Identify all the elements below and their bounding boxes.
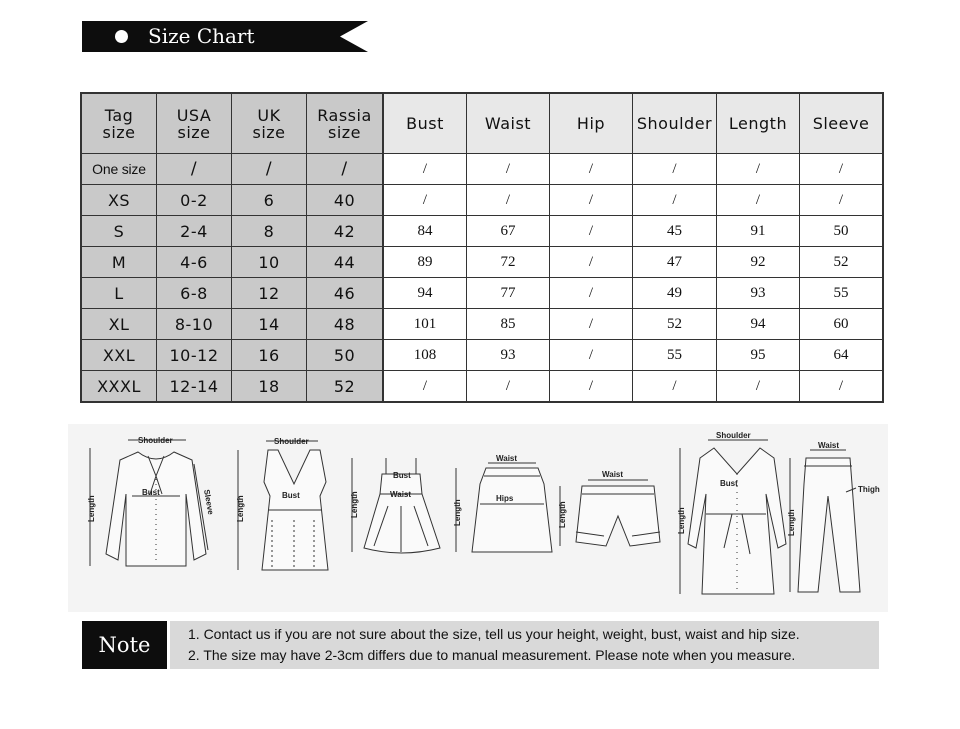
cell-sleeve: / [800, 185, 884, 216]
cell-rassia: 46 [307, 278, 384, 309]
cell-sleeve: 64 [800, 340, 884, 371]
label-length-7: Length [787, 509, 796, 536]
trousers-diagram [787, 441, 880, 592]
cell-usa: 8-10 [157, 309, 232, 340]
cell-uk: / [232, 154, 307, 185]
note-text-panel [170, 621, 879, 669]
header-tag-line2: size [102, 122, 136, 142]
note-line-1: 1. Contact us if you are not sure about the size, tell us your height, weight, bust, waist and hip size. [188, 626, 800, 642]
header-usa-line2: size [177, 122, 211, 142]
cell-hip: / [550, 340, 633, 371]
label-bust: Bust [142, 488, 160, 497]
label-bust-2: Bust [282, 491, 300, 500]
cell-uk: 14 [232, 309, 307, 340]
cell-usa: 10-12 [157, 340, 232, 371]
cell-tag: XXL [81, 340, 157, 371]
blouse-diagram [87, 436, 215, 566]
cell-shoulder: 49 [633, 278, 717, 309]
cell-waist: / [467, 154, 550, 185]
cell-sleeve: / [800, 154, 884, 185]
label-waist-5: Waist [602, 470, 624, 479]
cell-rassia: / [307, 154, 384, 185]
label-length-2: Length [236, 495, 245, 522]
label-length-6: Length [677, 507, 686, 534]
header-rassia-size [307, 93, 384, 154]
label-shoulder: Shoulder [138, 436, 173, 445]
garment-measurement-diagrams [68, 424, 888, 612]
table-row [81, 185, 883, 216]
label-waist-7: Waist [818, 441, 840, 450]
strap-dress-diagram [350, 458, 440, 553]
label-length-4: Length [453, 499, 462, 526]
table-row [81, 154, 883, 185]
size-table [80, 92, 884, 403]
size-chart-banner [82, 21, 368, 52]
cell-rassia: 40 [307, 185, 384, 216]
label-bust-3: Bust [393, 471, 411, 480]
label-length: Length [87, 495, 96, 522]
cell-tag: XL [81, 309, 157, 340]
header-tag-size [81, 93, 157, 154]
table-header-row [81, 93, 883, 154]
header-bust: Bust [383, 93, 467, 154]
cell-tag: S [81, 216, 157, 247]
label-waist-4: Waist [496, 454, 518, 463]
cell-tag: L [81, 278, 157, 309]
cell-hip: / [550, 278, 633, 309]
label-waist-3: Waist [390, 490, 412, 499]
label-length-3: Length [350, 491, 359, 518]
cell-waist: / [467, 371, 550, 403]
cell-shoulder: / [633, 154, 717, 185]
cell-hip: / [550, 216, 633, 247]
cell-bust: 89 [383, 247, 467, 278]
cell-bust: 101 [383, 309, 467, 340]
header-usa-size [157, 93, 232, 154]
cell-shoulder: 47 [633, 247, 717, 278]
label-bust-6: Bust [720, 479, 738, 488]
cell-hip: / [550, 185, 633, 216]
header-rassia-line1: Rassia [317, 105, 372, 125]
cell-bust: 84 [383, 216, 467, 247]
cell-tag: M [81, 247, 157, 278]
cell-rassia: 50 [307, 340, 384, 371]
cell-bust: / [383, 371, 467, 403]
header-waist: Waist [467, 93, 550, 154]
header-uk-line2: size [252, 122, 286, 142]
skirt-diagram [453, 454, 552, 552]
label-hips-4: Hips [496, 494, 514, 503]
cell-shoulder: 52 [633, 309, 717, 340]
cell-length: 91 [717, 216, 800, 247]
cell-waist: 93 [467, 340, 550, 371]
cell-hip: / [550, 309, 633, 340]
bullet-icon [115, 30, 128, 43]
cell-sleeve: 50 [800, 216, 884, 247]
cell-hip: / [550, 247, 633, 278]
tank-top-diagram [236, 437, 328, 570]
label-shoulder-2: Shoulder [274, 437, 309, 446]
cell-tag: XS [81, 185, 157, 216]
cell-waist: 85 [467, 309, 550, 340]
page-title: Size Chart [148, 24, 255, 48]
cell-usa: 4-6 [157, 247, 232, 278]
table-row [81, 247, 883, 278]
cell-uk: 8 [232, 216, 307, 247]
label-thigh-7: Thigh [858, 485, 880, 494]
cell-usa: 0-2 [157, 185, 232, 216]
cell-tag: One size [81, 154, 157, 185]
header-usa-line1: USA [176, 105, 212, 125]
cell-length: / [717, 185, 800, 216]
cell-uk: 6 [232, 185, 307, 216]
cell-length: / [717, 154, 800, 185]
cell-length: / [717, 371, 800, 403]
cell-hip: / [550, 371, 633, 403]
cell-usa: 12-14 [157, 371, 232, 403]
header-shoulder: Shoulder [633, 93, 717, 154]
cell-waist: / [467, 185, 550, 216]
note-label: Note [82, 621, 167, 669]
coat-dress-diagram [677, 431, 786, 594]
cell-uk: 12 [232, 278, 307, 309]
table-row [81, 278, 883, 309]
header-rassia-line2: size [327, 122, 362, 142]
cell-length: 93 [717, 278, 800, 309]
header-uk-line1: UK [257, 105, 281, 125]
header-hip: Hip [550, 93, 633, 154]
cell-rassia: 52 [307, 371, 384, 403]
cell-length: 94 [717, 309, 800, 340]
cell-waist: 67 [467, 216, 550, 247]
label-sleeve: Sleeve [202, 488, 216, 516]
cell-sleeve: 60 [800, 309, 884, 340]
cell-bust: / [383, 154, 467, 185]
header-sleeve: Sleeve [800, 93, 884, 154]
cell-waist: 77 [467, 278, 550, 309]
header-tag-line1: Tag [104, 105, 134, 125]
cell-shoulder: / [633, 185, 717, 216]
shorts-diagram [558, 470, 660, 546]
table-row [81, 309, 883, 340]
cell-shoulder: 45 [633, 216, 717, 247]
cell-uk: 16 [232, 340, 307, 371]
cell-sleeve: 52 [800, 247, 884, 278]
table-row [81, 371, 883, 403]
cell-rassia: 42 [307, 216, 384, 247]
cell-shoulder: 55 [633, 340, 717, 371]
cell-rassia: 48 [307, 309, 384, 340]
cell-usa: 2-4 [157, 216, 232, 247]
cell-length: 95 [717, 340, 800, 371]
table-row [81, 216, 883, 247]
cell-usa: 6-8 [157, 278, 232, 309]
note-line-2: 2. The size may have 2-3cm differs due to manual measurement. Please note when you measure. [188, 647, 796, 663]
cell-uk: 18 [232, 371, 307, 403]
cell-tag: XXXL [81, 371, 157, 403]
cell-rassia: 44 [307, 247, 384, 278]
table-row [81, 340, 883, 371]
cell-bust: / [383, 185, 467, 216]
cell-shoulder: / [633, 371, 717, 403]
garment-illustrations [68, 424, 888, 612]
cell-waist: 72 [467, 247, 550, 278]
label-shoulder-6: Shoulder [716, 431, 751, 440]
cell-bust: 94 [383, 278, 467, 309]
label-length-5: Length [558, 501, 567, 528]
cell-hip: / [550, 154, 633, 185]
cell-length: 92 [717, 247, 800, 278]
cell-sleeve: 55 [800, 278, 884, 309]
header-length: Length [717, 93, 800, 154]
cell-usa: / [157, 154, 232, 185]
cell-sleeve: / [800, 371, 884, 403]
header-uk-size [232, 93, 307, 154]
cell-uk: 10 [232, 247, 307, 278]
cell-bust: 108 [383, 340, 467, 371]
